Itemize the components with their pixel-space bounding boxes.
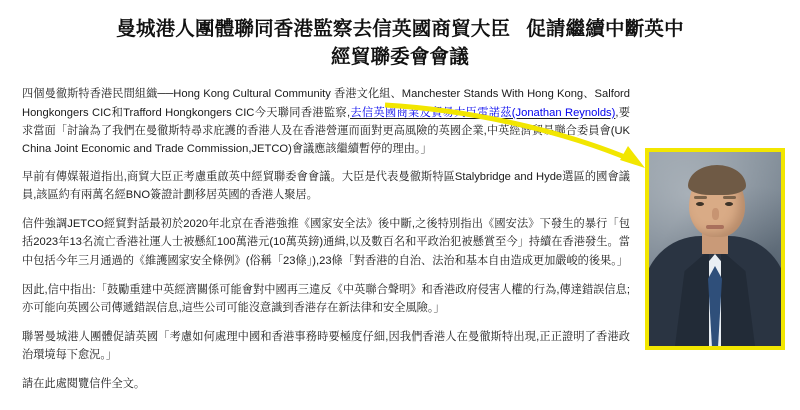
trade-secretary-letter-link[interactable]: 去信英國商業及貿易大臣雷諾茲(Jonathan Reynolds)	[350, 106, 616, 119]
page-title	[40, 16, 760, 71]
headline-line1-part1: 曼城港人團體聯同香港監察去信英國商貿大臣	[116, 18, 511, 40]
paragraph-text: ,要求當面「討論為了我們在曼徹斯特尋求庇護的香港人及在香港營運而面對更高風險的英國企業,中英經濟貿易聯合委員會(UK China Joint Economic and Trade Commission,JETCO)會議應該繼續暫停的理由。」	[22, 106, 631, 155]
photo-image	[649, 152, 781, 346]
paragraph-text: 聯署曼城港人團體促請英國「考慮如何處理中國和香港事務時要極度仔細,因我們香港人在曼徹斯特出現,正正證明了香港政治環境每下愈況。」	[22, 330, 630, 362]
headline-line2: 經貿聯委會會議	[331, 45, 469, 68]
paragraph-text: 四個曼徹斯特香港民間組織──Hong Kong Cultural Community 香港文化組、Manchester Stands With Hong Kong、Salford Hongkongers CIC和Trafford Hongkongers CIC今天聯同香港監察,	[22, 88, 630, 119]
article-body	[22, 85, 630, 393]
paragraph-text: 早前有傳媒報道指出,商貿大臣正考慮重啟英中經貿聯委會會議。大臣是代表曼徹斯特區Stalybridge and Hyde選區的國會議員,該區約有兩萬名經BNO簽證計劃移居英國的香港人聚居。	[22, 170, 630, 202]
paragraph	[22, 375, 630, 393]
paragraph-text: 信件強調JETCO經貿對話最初於2020年北京在香港強推《國家安全法》後中斷,之後特別指出《國安法》下發生的暴行「包括2023年13名流亡香港社運人士被懸紅100萬港元(10萬英鎊)通緝,以及數百名和平政治犯被懸賞至今」持續在香港發生。當中包括今年三月通過的《維護國家安全條例》(俗稱「23條」),23條「對香港的自治、法治和基本自由造成更加嚴峻的後果。」	[22, 218, 630, 267]
paragraph	[22, 215, 630, 269]
paragraph	[22, 85, 630, 158]
headline-line1-part2: 促請繼續中斷英中	[526, 18, 684, 40]
paragraph	[22, 281, 630, 317]
paragraph-text: 請在此處閱覽信件全文。	[22, 378, 146, 391]
portrait-photo	[645, 148, 785, 350]
paragraph-text: 因此,信中指出:「鼓勵重建中英經濟關係可能會對中國再三違反《中英聯合聲明》和香港政府侵害人權的行為,傳達錯誤信息;亦可能向英國公司傳遞錯誤信息,這些公司可能沒意識到香港存在新法律和安全風險。」	[22, 283, 630, 314]
paragraph	[22, 328, 630, 364]
paragraph	[22, 168, 630, 204]
